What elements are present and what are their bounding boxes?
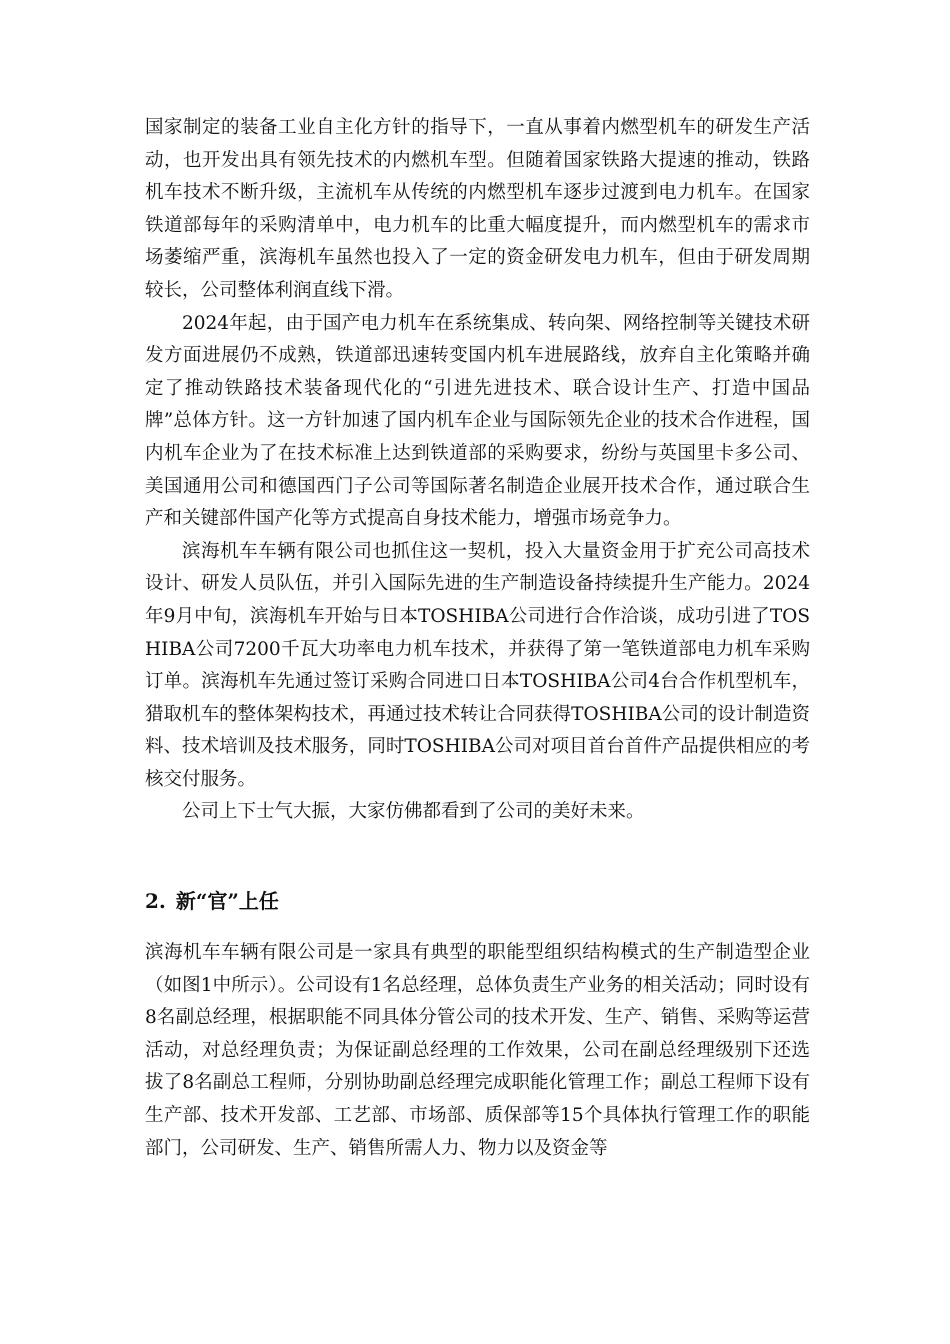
body-paragraph: 滨海机车车辆有限公司也抓住这一契机，投入大量资金用于扩充公司高技术设计、研发人员队伍，并引入国际先进的生产制造设备持续提升生产能力。2024年9月中旬，滨海机车开始与日本TOSHIBA公司进行合作洽谈，成功引进了TOSHIBA公司7200千瓦大功率电力机车技术，并获得了第一笔铁道部电力机车采购订单。滨海机车先通过签订采购合同进口日本TOSHIBA公司4台合作机型机车，猎取机车的整体架构技术，再通过技术转让合同获得TOSHIBA公司的设计制造资料、技术培训及技术服务，同时TOSHIBA公司对项目首台首件产品提供相应的考核交付服务。 bbox=[145, 540, 810, 790]
section-number: 2. bbox=[145, 889, 166, 914]
body-paragraph: 2024年起，由于国产电力机车在系统集成、转向架、网络控制等关键技术研发方面进展仍不成熟，铁道部迅速转变国内机车进展路线，放弃自主化策略并确定了推动铁路技术装备现代化的“引进先进技术、联合设计生产、打造中国品牌”总体方针。这一方针加速了国内机车企业与国际领先企业的技术合作进程，国内机车企业为了在技术标准上达到铁道部的采购要求，纷纷与英国里卡多公司、美国通用公司和德国西门子公司等国际著名制造企业展开技术合作，通过联合生产和关键部件国产化等方式提高自身技术能力，增强市场竞争力。 bbox=[145, 312, 810, 530]
body-paragraph: 国家制定的装备工业自主化方针的指导下，一直从事着内燃型机车的研发生产活动，也开发出具有领先技术的内燃机车型。但随着国家铁路大提速的推动，铁路机车技术不断升级，主流机车从传统的内燃型机车逐步过渡到电力机车。在国家铁道部每年的采购清单中，电力机车的比重大幅度提升，而内燃型机车的需求市场萎缩严重，滨海机车虽然也投入了一定的资金研发电力机车，但由于研发周期较长，公司整体利润直线下滑。 bbox=[145, 117, 810, 301]
section-title: 新“官”上任 bbox=[175, 889, 279, 914]
section-paragraph: 滨海机车车辆有限公司是一家具有典型的职能型组织结构模式的生产制造型企业（如图1中所示）。公司设有1名总经理，总体负责生产业务的相关活动；同时设有8名副总经理，根据职能不同具体分管公司的技术开发、生产、销售、采购等运营活动，对总经理负责；为保证副总经理的工作效果，公司在副总经理级别下还选拔了8名副总工程师，分别协助副总经理完成职能化管理工作；副总工程师下设有生产部、技术开发部、工艺部、市场部、质保部等15个具体执行管理工作的职能部门，公司研发、生产、销售所需人力、物力以及资金等 bbox=[145, 942, 810, 1159]
body-paragraph: 公司上下士气大振，大家仿佛都看到了公司的美好未来。 bbox=[182, 801, 645, 823]
section-heading bbox=[145, 885, 810, 917]
document-page bbox=[145, 112, 810, 1165]
